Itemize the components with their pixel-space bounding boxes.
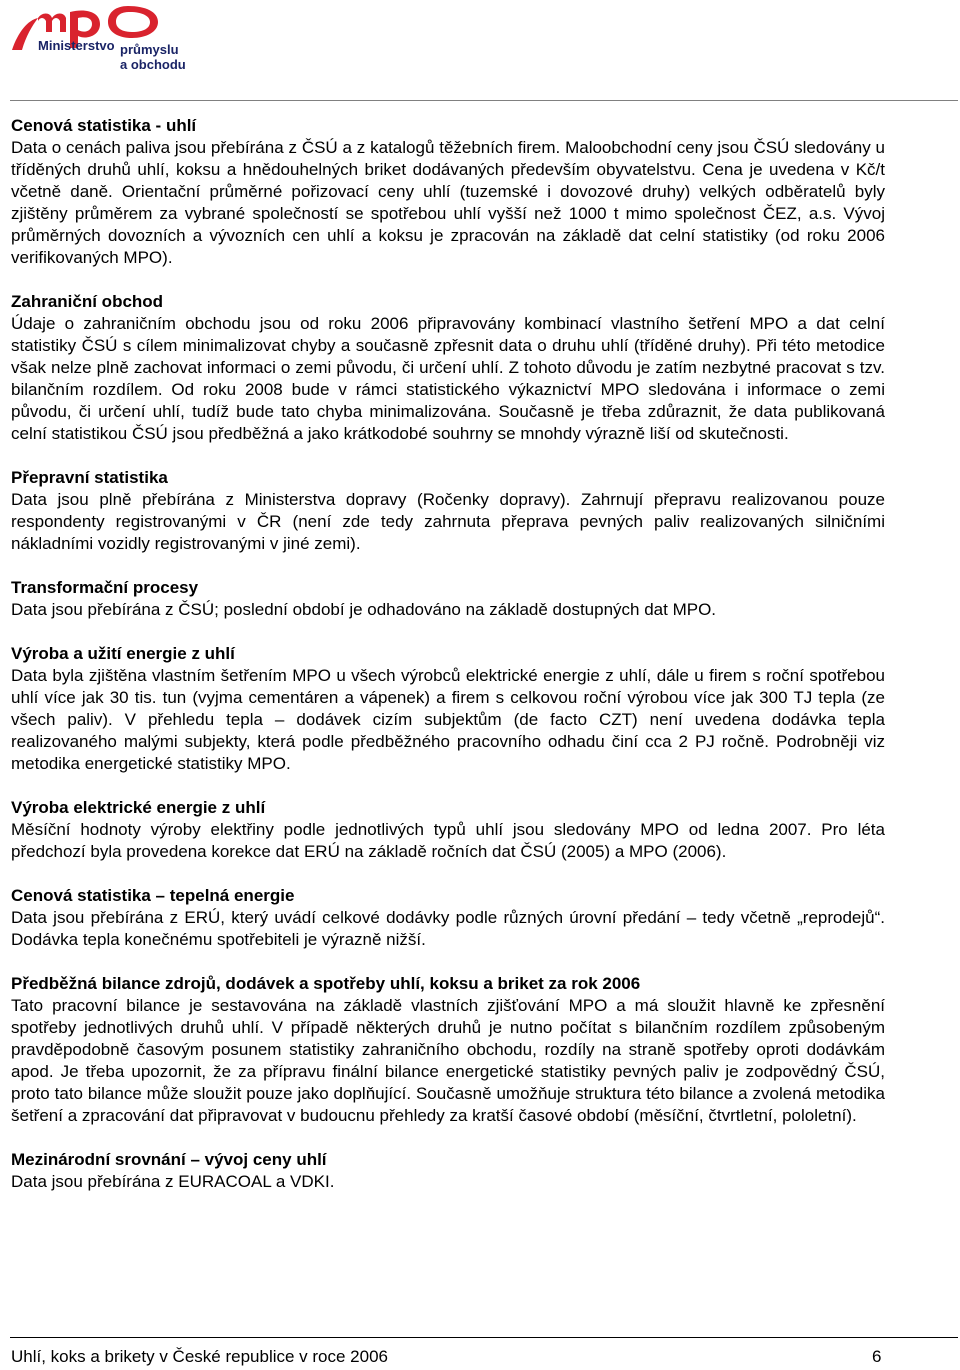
header-divider	[10, 100, 958, 101]
section	[11, 291, 885, 445]
footer-divider	[10, 1337, 958, 1338]
section-heading: Cenová statistika - uhlí	[11, 116, 197, 135]
section	[11, 885, 885, 951]
section-paragraph: Měsíční hodnoty výroby elektřiny podle jednotlivých typů uhlí jsou sledovány MPO od ledna 2007. Pro léta předchozí byla provedena korekce dat ERÚ na základě ročních dat ČSÚ (2005) a MPO (2006).	[11, 820, 885, 861]
section-heading: Předběžná bilance zdrojů, dodávek a spotřeby uhlí, koksu a briket za rok 2006	[11, 974, 641, 993]
section-paragraph: Tato pracovní bilance je sestavována na základě vlastních zjišťování MPO a má sloužit hlavně ke zpřesnění spotřeby jednotlivých druhů uhlí. V případě některých druhů je nutno počítat s bilančním rozdílem způsobeným pravděpodobně časovým posunem statistiky zahraničního obchodu, rozdíly na straně spotřeby oproti dodávkám apod. Je třeba upozornit, že za přípravu finální bilance energetické statistiky pevných paliv je zodpovědný ČSÚ, proto tato bilance může sloužit pouze jako doplňující. Současně umožňuje struktura této bilance a zvolená metodika šetření a zpracování dat připravovat v budoucnu přehledy za kratší časové období (měsíční, čtvrtletní, pololetní).	[11, 996, 885, 1125]
section-heading: Výroba elektrické energie z uhlí	[11, 798, 266, 817]
section	[11, 973, 885, 1127]
section-heading: Přepravní statistika	[11, 468, 168, 487]
page-header	[0, 0, 960, 100]
logo-line-3: a obchodu	[120, 57, 186, 72]
logo-line-1: Ministerstvo	[38, 38, 115, 53]
section-heading: Transformační procesy	[11, 578, 199, 597]
section	[11, 467, 885, 555]
section-heading: Mezinárodní srovnání – vývoj ceny uhlí	[11, 1150, 327, 1169]
section-paragraph: Data jsou plně přebírána z Ministerstva dopravy (Ročenky dopravy). Zahrnují přepravu realizovanou pouze respondenty registrovanými v ČR (není zde tedy zahrnuta přeprava pevných paliv realizovaných silničními nákladními vozidly registrovanými v jiné zemi).	[11, 490, 885, 553]
section-paragraph: Údaje o zahraničním obchodu jsou od roku 2006 připravovány kombinací vlastního šetření MPO a dat celní statistiky ČSÚ s cílem minimalizovat chyby a současně zpřesnit data o druhu uhlí (tříděné druhy). Při této metodice však nelze plně zachovat informaci o zemi původu, či určení uhlí. Z tohoto důvodu je zatím nezbytné pracovat s tzv. bilančním rozdílem. Od roku 2008 bude v rámci statistického výkaznictví MPO sledována i informace o zemi původu, či určení uhlí, tudíž bude tato chyba minimalizována. Současně je třeba zdůraznit, že data publikovaná celní statistikou ČSÚ jsou předběžná a jako krátkodobé souhrny se mnohdy výrazně liší od skutečnosti.	[11, 314, 885, 443]
logo-line-2: průmyslu	[120, 42, 179, 57]
page-number: 6	[872, 1347, 882, 1366]
section	[11, 577, 885, 621]
section	[11, 1149, 885, 1193]
mpo-logo	[8, 2, 208, 82]
section	[11, 797, 885, 863]
section-paragraph: Data jsou přebírána z ČSÚ; poslední období je odhadováno na základě dostupných dat MPO.	[11, 600, 717, 619]
section-paragraph: Data jsou přebírána z EURACOAL a VDKI.	[11, 1172, 335, 1191]
section-paragraph: Data byla zjištěna vlastním šetřením MPO u všech výrobců elektrické energie z uhlí, dále u firem s roční spotřebou uhlí více jak 30 tis. tun (vyjma cementáren a vápenek) a firem s celkovou roční výrobou více jak 300 TJ tepla (ze všech paliv). V přehledu tepla – dodávek cizím subjektům (de facto CZT) není uvedena dodávka tepla realizovaného malými subjekty, která podle předběžného pracovního odhadu činí cca 2 PJ ročně. Podrobněji viz metodika energetické statistiky MPO.	[11, 666, 885, 773]
section-heading: Cenová statistika – tepelná energie	[11, 886, 295, 905]
footer-title: Uhlí, koks a brikety v České republice v roce 2006	[11, 1347, 389, 1366]
document-content	[11, 115, 885, 1215]
section-paragraph: Data o cenách paliva jsou přebírána z ČSÚ a z katalogů těžebních firem. Maloobchodní ceny jsou ČSÚ sledovány u tříděných druhů uhlí, koksu a hnědouhelných briket dodávaných především obyvatelstvu. Cena je uvedena v Kč/t včetně daně. Orientační průměrné pořizovací ceny uhlí (tuzemské i dovozové druhy) velkých odběratelů byly zjištěny průměrem za vybrané společností se spotřebou uhlí vyšší než 1000 t mimo společnost ČEZ, a.s. Vývoj průměrných dovozních a vývozních cen uhlí a koksu je zpracován na základě dat celní statistiky (od roku 2006 verifikovaných MPO).	[11, 138, 885, 267]
section	[11, 643, 885, 775]
section-heading: Výroba a užití energie z uhlí	[11, 644, 235, 663]
section-paragraph: Data jsou přebírána z ERÚ, který uvádí celkové dodávky podle různých úrovní předání – tedy včetně „reprodejů“. Dodávka tepla konečnému spotřebiteli je výrazně nižší.	[11, 908, 885, 949]
section-heading: Zahraniční obchod	[11, 292, 164, 311]
section	[11, 115, 885, 269]
